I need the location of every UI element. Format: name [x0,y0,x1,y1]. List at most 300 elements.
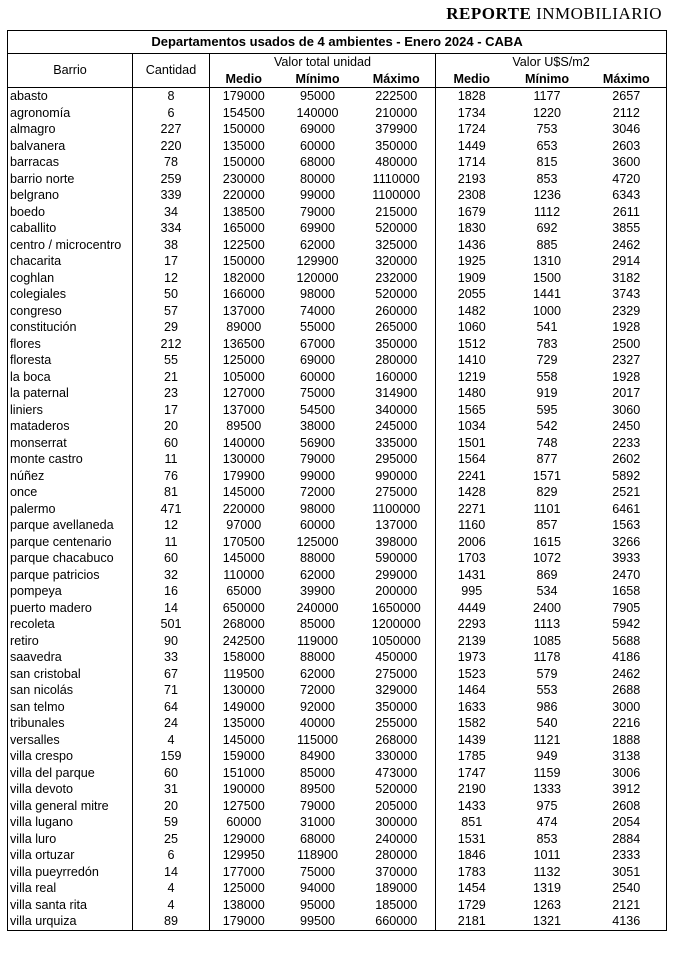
cell-cantidad: 11 [133,534,210,551]
table-row [8,237,667,254]
cell-cantidad: 31 [133,781,210,798]
cell-medio-total: 122500 [222,237,265,252]
cell-minimo-total: 98000 [299,501,336,516]
cell-minimo-total: 79000 [299,452,336,466]
cell-maximo-total: 137000 [358,517,436,534]
cell-maximo-total: 1650000 [358,600,436,617]
cell-medio-total: 165000 [222,221,265,235]
cell-medio-total: 140000 [222,435,265,450]
cell-maximo-total: 300000 [358,814,436,831]
cell-maximo-m2: 3743 [612,287,641,301]
cell-barrio: la boca [8,369,133,386]
cell-cantidad: 50 [133,286,210,303]
cell-minimo-total: 240000 [296,600,339,615]
cell-maximo-total: 370000 [358,864,436,881]
cell-minimo-total: 54500 [299,402,336,417]
table-row [8,138,667,155]
cell-medio-m2: 1714 [457,155,486,169]
cell-medio-m2: 1785 [457,749,486,763]
cell-barrio: tribunales [8,715,133,732]
cell-cantidad: 24 [133,715,210,732]
table-row [8,468,667,485]
cell-barrio: coghlan [8,270,133,287]
cell-minimo-total: 88000 [299,650,336,664]
cell-cantidad: 11 [133,451,210,468]
cell-minimo-total: 85000 [299,765,336,780]
table-row [8,699,667,716]
cell-cantidad: 339 [133,187,210,204]
cell-barrio: villa ortuzar [8,847,133,864]
table-row [8,913,667,930]
cell-medio-m2: 1973 [457,650,486,664]
cell-medio-m2: 1846 [457,848,486,862]
cell-minimo-m2: 753 [536,122,558,136]
cell-minimo-total: 99500 [299,914,336,928]
cell-medio-total: 182000 [222,270,265,285]
table-row [8,154,667,171]
cell-medio-total: 220000 [222,188,265,202]
cell-cantidad: 81 [133,484,210,501]
cell-barrio: núñez [8,468,133,485]
cell-minimo-m2: 542 [536,419,558,433]
cell-barrio: retiro [8,633,133,650]
cell-minimo-m2: 540 [536,716,558,730]
cell-medio-total: 138500 [222,204,265,219]
cell-minimo-total: 119000 [296,633,339,648]
cell-maximo-m2: 2327 [612,353,641,367]
table-row [8,171,667,188]
cell-maximo-total: 232000 [358,270,436,287]
cell-medio-total: 127000 [222,386,265,400]
cell-cantidad: 8 [133,88,210,105]
cell-cantidad: 57 [133,303,210,320]
cell-minimo-m2: 1236 [532,188,562,202]
cell-medio-m2: 1428 [457,485,486,499]
cell-medio-m2: 2193 [457,171,486,186]
cell-barrio: mataderos [8,418,133,435]
table-row [8,715,667,732]
cell-medio-total: 154500 [222,105,265,120]
cell-medio-total: 110000 [223,567,265,582]
cell-barrio: puerto madero [8,600,133,617]
cell-cantidad: 32 [133,567,210,584]
cell-minimo-total: 88000 [299,551,336,565]
cell-minimo-total: 89500 [299,782,336,796]
table-row [8,204,667,221]
cell-medio-m2: 1523 [457,666,486,681]
cell-medio-m2: 1160 [458,518,486,532]
cell-maximo-m2: 4720 [612,171,641,186]
cell-maximo-m2: 2603 [612,138,641,153]
cell-minimo-total: 60000 [299,369,336,384]
table-row [8,303,667,320]
cell-minimo-total: 75000 [299,386,336,400]
cell-minimo-total: 75000 [299,864,336,879]
cell-minimo-total: 67000 [299,336,336,351]
cell-maximo-m2: 3138 [612,749,641,763]
cell-cantidad: 60 [133,550,210,567]
cell-medio-m2: 1060 [457,320,486,334]
cell-minimo-m2: 1220 [532,105,562,120]
cell-minimo-total: 39900 [299,584,336,598]
cell-minimo-total: 55000 [299,320,336,334]
cell-maximo-m2: 3182 [612,270,641,285]
table-row [8,501,667,518]
cell-maximo-total: 325000 [358,237,436,254]
table-row [8,418,667,435]
cell-barrio: saavedra [8,649,133,666]
cell-maximo-total: 222500 [358,88,436,105]
table-row [8,897,667,914]
cell-maximo-total: 329000 [358,682,436,699]
header-minimo-m2: Mínimo [508,71,587,88]
cell-minimo-total: 95000 [299,89,336,103]
cell-cantidad: 159 [133,748,210,765]
cell-barrio: san nicolás [8,682,133,699]
cell-medio-total: 138000 [222,897,265,912]
cell-minimo-m2: 1615 [532,534,562,549]
cell-medio-total: 177000 [222,864,265,879]
cell-cantidad: 60 [133,435,210,452]
cell-minimo-m2: 1263 [532,897,562,912]
cell-medio-total: 137000 [222,303,265,318]
cell-medio-total: 150000 [222,122,265,136]
cell-medio-m2: 1482 [457,303,486,318]
cell-minimo-m2: 1321 [532,914,562,928]
cell-minimo-m2: 2400 [532,600,562,615]
cell-minimo-total: 80000 [299,171,336,186]
cell-maximo-m2: 3912 [612,782,641,796]
table-row [8,666,667,683]
cell-minimo-m2: 1011 [533,848,561,862]
cell-medio-total: 89500 [226,419,262,433]
cell-medio-total: 179900 [222,468,265,483]
cell-maximo-total: 280000 [358,352,436,369]
cell-cantidad: 78 [133,154,210,171]
cell-medio-total: 65000 [226,584,262,598]
cell-maximo-m2: 2112 [612,105,640,120]
cell-medio-total: 179000 [222,89,265,103]
cell-minimo-total: 115000 [296,732,339,747]
cell-cantidad: 33 [133,649,210,666]
cell-maximo-m2: 6461 [612,501,641,516]
cell-maximo-m2: 3060 [612,402,641,417]
cell-minimo-total: 79000 [299,204,336,219]
table-row [8,583,667,600]
cell-minimo-total: 56900 [299,435,336,450]
header-minimo-total: Mínimo [278,71,358,88]
cell-maximo-total: 379900 [358,121,436,138]
cell-minimo-total: 69000 [299,122,336,136]
cell-minimo-m2: 534 [536,584,558,598]
table-row [8,187,667,204]
cell-medio-total: 145000 [222,551,265,565]
table-row [8,748,667,765]
cell-barrio: parque avellaneda [8,517,133,534]
cell-minimo-total: 68000 [299,155,336,169]
cell-minimo-m2: 949 [536,749,558,763]
cell-minimo-total: 95000 [299,897,336,912]
cell-medio-m2: 1724 [457,122,486,136]
cell-maximo-m2: 2884 [612,831,641,846]
cell-maximo-total: 1200000 [358,616,436,633]
cell-barrio: recoleta [8,616,133,633]
cell-maximo-m2: 3600 [612,155,641,169]
cell-barrio: monserrat [8,435,133,452]
cell-medio-total: 105000 [222,369,265,384]
cell-barrio: boedo [8,204,133,221]
cell-medio-total: 135000 [222,716,265,730]
cell-maximo-total: 350000 [358,336,436,353]
cell-medio-total: 159000 [222,749,265,763]
cell-maximo-total: 268000 [358,732,436,749]
cell-medio-total: 230000 [222,171,265,186]
cell-minimo-m2: 1113 [533,617,561,631]
cell-maximo-m2: 7905 [612,600,641,615]
cell-medio-m2: 1747 [457,765,486,780]
cell-maximo-total: 185000 [358,897,436,914]
table-row [8,451,667,468]
cell-barrio: la paternal [8,385,133,402]
cell-minimo-m2: 579 [536,666,558,681]
cell-minimo-total: 92000 [299,699,336,714]
cell-maximo-total: 320000 [358,253,436,270]
cell-minimo-m2: 1319 [532,881,562,895]
cell-minimo-m2: 829 [536,485,558,499]
brand-word-2: INMOBILIARIO [536,4,662,23]
table-row [8,517,667,534]
cell-minimo-total: 62000 [299,237,336,252]
cell-maximo-m2: 2602 [612,452,641,466]
cell-minimo-total: 99000 [299,188,336,202]
table-row [8,534,667,551]
cell-cantidad: 20 [133,418,210,435]
cell-maximo-m2: 1563 [612,518,641,532]
brand-logo [446,4,662,24]
cell-maximo-total: 520000 [358,220,436,237]
cell-minimo-m2: 541 [536,320,558,334]
cell-maximo-total: 240000 [358,831,436,848]
cell-maximo-m2: 2688 [612,683,641,697]
cell-barrio: versalles [8,732,133,749]
cell-cantidad: 12 [133,517,210,534]
cell-minimo-m2: 1333 [532,782,562,796]
cell-maximo-total: 160000 [358,369,436,386]
cell-maximo-m2: 2233 [612,435,641,450]
header-valor-m2: Valor U$S/m2 [512,55,590,69]
cell-medio-m2: 2308 [457,188,486,202]
cell-medio-m2: 995 [461,584,483,598]
table-row [8,600,667,617]
cell-minimo-m2: 653 [536,138,558,153]
cell-cantidad: 21 [133,369,210,386]
cell-cantidad: 90 [133,633,210,650]
table-row [8,286,667,303]
cell-cantidad: 55 [133,352,210,369]
cell-maximo-m2: 2329 [612,303,641,318]
table-row [8,781,667,798]
cell-maximo-total: 265000 [358,319,436,336]
cell-cantidad: 4 [133,732,210,749]
table-row [8,220,667,237]
cell-maximo-total: 520000 [358,781,436,798]
cell-barrio: barracas [8,154,133,171]
cell-maximo-m2: 2462 [612,666,641,681]
cell-medio-m2: 1464 [457,683,486,697]
cell-minimo-m2: 1132 [533,864,561,879]
cell-minimo-total: 68000 [299,831,336,846]
cell-medio-total: 135000 [222,138,265,153]
cell-maximo-total: 1050000 [358,633,436,650]
cell-maximo-total: 215000 [358,204,436,221]
brand-word-1: REPORTE [446,4,532,23]
table-row [8,105,667,122]
cell-medio-total: 150000 [222,254,265,268]
cell-minimo-m2: 1000 [532,303,562,318]
cell-maximo-total: 350000 [358,138,436,155]
cell-barrio: parque chacabuco [8,550,133,567]
cell-minimo-m2: 474 [536,815,558,829]
table-row [8,633,667,650]
cell-minimo-m2: 986 [536,699,558,714]
cell-barrio: parque centenario [8,534,133,551]
cell-medio-m2: 2181 [457,914,486,928]
cell-maximo-total: 340000 [358,402,436,419]
cell-medio-m2: 1565 [457,402,486,417]
cell-minimo-m2: 1441 [532,287,562,301]
table-row [8,121,667,138]
cell-maximo-total: 473000 [358,765,436,782]
cell-minimo-m2: 1112 [533,204,561,219]
header-barrio: Barrio [8,54,133,88]
cell-minimo-total: 99000 [299,468,336,483]
cell-medio-m2: 1433 [457,798,486,813]
cell-barrio: abasto [8,88,133,105]
cell-maximo-m2: 3051 [612,864,641,879]
cell-barrio: pompeya [8,583,133,600]
cell-cantidad: 212 [133,336,210,353]
cell-minimo-total: 85000 [299,617,336,631]
cell-maximo-total: 275000 [358,484,436,501]
table-row [8,765,667,782]
cell-maximo-total: 350000 [358,699,436,716]
cell-maximo-total: 480000 [358,154,436,171]
cell-barrio: belgrano [8,187,133,204]
cell-medio-total: 136500 [222,336,265,351]
cell-medio-m2: 2055 [457,287,486,301]
cell-medio-m2: 1830 [457,221,486,235]
cell-maximo-total: 520000 [358,286,436,303]
cell-cantidad: 4 [133,880,210,897]
table-row [8,336,667,353]
cell-maximo-m2: 2333 [612,848,641,862]
cell-medio-total: 130000 [222,683,265,697]
cell-cantidad: 89 [133,913,210,930]
cell-medio-total: 89000 [226,320,262,334]
cell-minimo-total: 94000 [299,881,336,895]
cell-medio-total: 127500 [222,798,265,813]
cell-cantidad: 67 [133,666,210,683]
cell-minimo-m2: 975 [536,798,558,813]
cell-barrio: san cristobal [8,666,133,683]
header-medio-m2: Medio [436,71,508,88]
cell-maximo-m2: 3000 [612,699,641,714]
cell-medio-m2: 4449 [457,600,486,615]
cell-minimo-m2: 783 [536,336,558,351]
cell-medio-m2: 1703 [457,551,486,565]
cell-cantidad: 29 [133,319,210,336]
cell-cantidad: 259 [133,171,210,188]
header-valor-total: Valor total unidad [210,54,436,71]
cell-cantidad: 6 [133,847,210,864]
cell-cantidad: 60 [133,765,210,782]
cell-maximo-m2: 3046 [612,122,641,136]
cell-maximo-total: 450000 [358,649,436,666]
cell-maximo-total: 398000 [358,534,436,551]
cell-maximo-total: 200000 [358,583,436,600]
table-title: Departamentos usados de 4 ambientes - Enero 2024 - CABA [8,31,667,54]
cell-medio-total: 145000 [222,485,265,499]
cell-maximo-m2: 1888 [612,732,641,747]
cell-barrio: san telmo [8,699,133,716]
header-medio-total: Medio [210,71,278,88]
table-row [8,831,667,848]
cell-maximo-m2: 4136 [612,914,641,928]
cell-barrio: centro / microcentro [8,237,133,254]
cell-cantidad: 14 [133,600,210,617]
table-row [8,369,667,386]
cell-cantidad: 501 [133,616,210,633]
cell-minimo-total: 120000 [296,270,339,285]
cell-medio-m2: 1439 [457,732,486,747]
cell-maximo-m2: 3855 [612,221,641,235]
header-maximo-m2: Máximo [587,71,667,88]
cell-maximo-total: 330000 [358,748,436,765]
cell-barrio: liniers [8,402,133,419]
cell-cantidad: 59 [133,814,210,831]
cell-cantidad: 16 [133,583,210,600]
cell-barrio: once [8,484,133,501]
cell-minimo-m2: 692 [536,221,558,235]
cell-cantidad: 34 [133,204,210,221]
table-row [8,847,667,864]
cell-maximo-m2: 3006 [612,765,641,780]
header-cantidad: Cantidad [133,54,210,88]
cell-cantidad: 25 [133,831,210,848]
cell-maximo-m2: 2450 [612,419,641,433]
cell-maximo-m2: 3933 [612,551,641,565]
table-row [8,682,667,699]
cell-medio-total: 97000 [226,518,262,532]
cell-medio-m2: 1828 [457,89,486,103]
cell-minimo-m2: 1085 [532,633,562,648]
cell-medio-total: 125000 [222,881,265,895]
cell-barrio: villa devoto [8,781,133,798]
cell-minimo-m2: 869 [536,567,558,582]
cell-medio-m2: 1431 [457,567,486,582]
cell-maximo-m2: 4186 [612,650,641,664]
table-row [8,814,667,831]
cell-medio-total: 119500 [223,666,265,681]
cell-medio-total: 166000 [222,287,265,301]
cell-minimo-total: 60000 [299,518,336,532]
cell-barrio: colegiales [8,286,133,303]
cell-medio-total: 220000 [222,501,265,516]
cell-barrio: villa pueyrredón [8,864,133,881]
cell-barrio: villa santa rita [8,897,133,914]
cell-medio-m2: 1729 [457,897,486,912]
cell-medio-m2: 1734 [457,105,486,120]
